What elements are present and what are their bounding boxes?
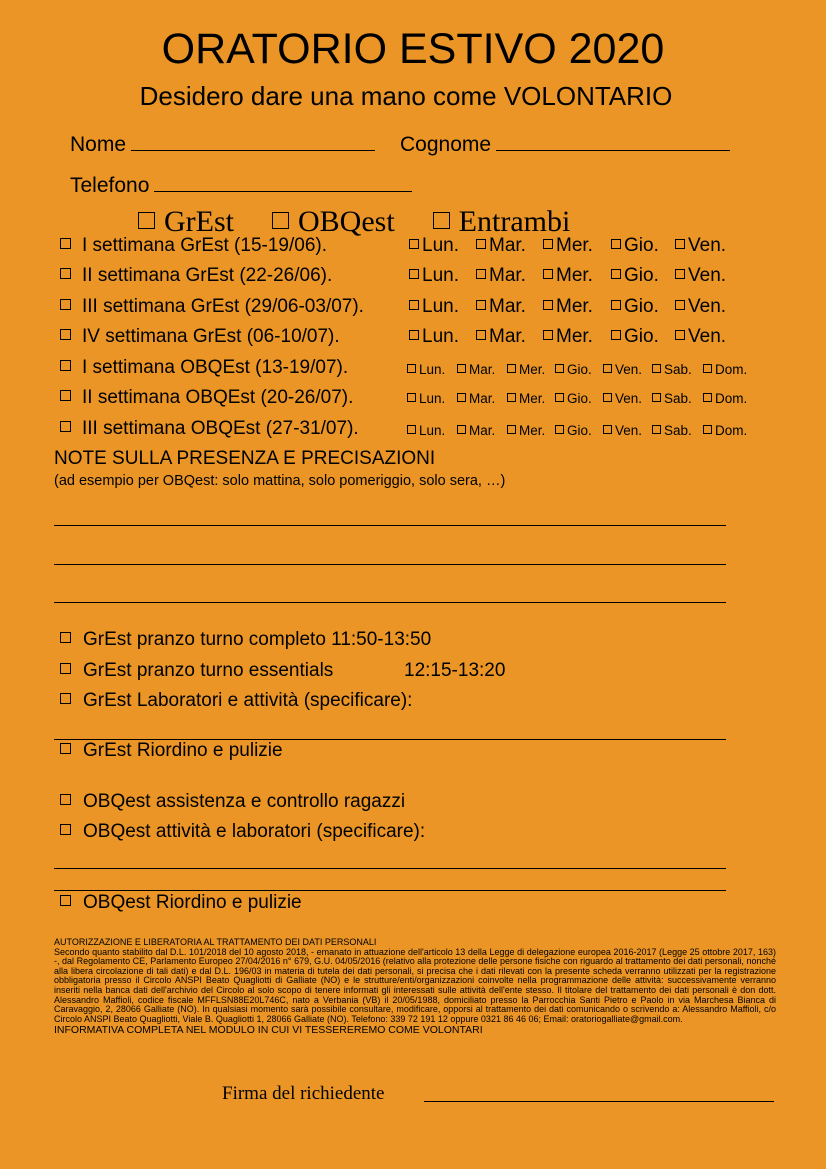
day-checkbox-grest[interactable]: Ven. [675,295,726,319]
day-checkbox-obqest[interactable]: Mer. [507,421,545,441]
day-checkbox-grest[interactable]: Ven. [675,264,726,288]
week-grest-4[interactable]: IV settimana GrEst (06-10/07). [60,325,340,349]
nome-field[interactable] [70,130,375,158]
checkbox-icon[interactable] [433,212,450,229]
activity-grest-laboratori[interactable]: GrEst Laboratori e attività (specificare): [60,689,412,713]
notes-line[interactable] [54,602,726,603]
checkbox-icon[interactable] [60,794,71,805]
activity-grest-pranzo-essentials-time: 12:15-13:20 [404,660,506,681]
checkbox-icon[interactable] [407,425,416,434]
day-checkbox-obqest[interactable]: Gio. [555,360,592,380]
day-checkbox-obqest[interactable]: Ven. [603,389,642,409]
signature-line[interactable] [424,1101,774,1102]
checkbox-icon[interactable] [603,393,612,402]
checkbox-icon[interactable] [555,393,564,402]
checkbox-icon[interactable] [60,299,71,310]
checkbox-icon[interactable] [60,390,71,401]
checkbox-icon[interactable] [409,239,419,249]
checkbox-icon[interactable] [543,300,553,310]
obq-attivita-line[interactable] [54,868,726,869]
checkbox-icon[interactable] [611,269,621,279]
day-checkbox-obqest[interactable]: Mer. [507,360,545,380]
day-checkbox-obqest[interactable]: Mar. [457,389,495,409]
day-checkbox-grest[interactable]: Gio. [611,234,659,258]
checkbox-icon[interactable] [60,693,71,704]
telefono-label: Telefono [70,174,150,197]
privacy-notice [54,938,776,1036]
program-option-grest[interactable]: GrEst [138,204,234,240]
checkbox-icon[interactable] [138,212,155,229]
checkbox-icon[interactable] [675,300,685,310]
privacy-footer: INFORMATIVA COMPLETA NEL MODULO IN CUI VI TESSEREREMO COME VOLONTARI [54,1024,483,1037]
page-subtitle: Desidero dare una mano come VOLONTARIO [139,81,673,111]
day-checkbox-grest[interactable]: Mar. [476,325,526,349]
day-checkbox-grest[interactable]: Mar. [476,264,526,288]
week-grest-2[interactable]: II settimana GrEst (22-26/06). [60,264,332,288]
checkbox-icon[interactable] [60,743,71,754]
cognome-field[interactable] [400,130,730,158]
day-checkbox-grest[interactable]: Mar. [476,234,526,258]
notes-title: NOTE SULLA PRESENZA E PRECISAZIONI [54,448,436,469]
day-checkbox-obqest[interactable]: Lun. [407,389,445,409]
checkbox-icon[interactable] [652,425,661,434]
checkbox-icon[interactable] [272,212,289,229]
checkbox-icon[interactable] [507,425,516,434]
checkbox-icon[interactable] [675,330,685,340]
day-checkbox-grest[interactable]: Lun. [409,234,459,258]
day-checkbox-grest[interactable]: Gio. [611,325,659,349]
week-obqest-3[interactable]: III settimana OBQEst (27-31/07). [60,417,359,441]
checkbox-icon[interactable] [611,330,621,340]
checkbox-icon[interactable] [543,239,553,249]
day-checkbox-obqest[interactable]: Sab. [652,389,692,409]
activity-grest-pranzo-essentials[interactable]: GrEst pranzo turno essentials [60,659,333,683]
day-checkbox-grest[interactable]: Mer. [543,234,593,258]
checkbox-icon[interactable] [543,269,553,279]
checkbox-icon[interactable] [652,393,661,402]
checkbox-icon[interactable] [60,632,71,643]
checkbox-icon[interactable] [60,238,71,249]
activity-obq-riordino[interactable]: OBQest Riordino e pulizie [60,891,302,915]
program-option-obqest[interactable]: OBQest [272,204,395,240]
checkbox-icon[interactable] [611,239,621,249]
checkbox-icon[interactable] [507,364,516,373]
week-obqest-1[interactable]: I settimana OBQEst (13-19/07). [60,356,348,380]
day-checkbox-grest[interactable]: Mar. [476,295,526,319]
telefono-input-line[interactable] [154,171,412,192]
checkbox-icon[interactable] [555,364,564,373]
nome-label: Nome [70,133,127,156]
day-checkbox-grest[interactable]: Ven. [675,234,726,258]
day-checkbox-obqest[interactable]: Lun. [407,421,445,441]
cognome-input-line[interactable] [496,130,730,151]
checkbox-icon[interactable] [60,895,71,906]
activity-obq-attivita[interactable]: OBQest attività e laboratori (specificare): [60,820,425,844]
day-checkbox-grest[interactable]: Lun. [409,264,459,288]
checkbox-icon[interactable] [675,239,685,249]
day-checkbox-grest[interactable]: Mer. [543,325,593,349]
checkbox-icon[interactable] [611,300,621,310]
notes-hint: (ad esempio per OBQest: solo mattina, solo pomeriggio, solo sera, …) [54,473,506,489]
checkbox-icon[interactable] [457,425,466,434]
day-checkbox-obqest[interactable]: Sab. [652,360,692,380]
checkbox-icon[interactable] [543,330,553,340]
checkbox-icon[interactable] [703,393,712,402]
notes-line[interactable] [54,564,726,565]
day-checkbox-obqest[interactable]: Mar. [457,360,495,380]
signature-label: Firma del richiedente [222,1083,385,1104]
checkbox-icon[interactable] [476,269,486,279]
checkbox-icon[interactable] [60,663,71,674]
checkbox-icon[interactable] [652,364,661,373]
nome-input-line[interactable] [131,130,375,151]
checkbox-icon[interactable] [60,268,71,279]
day-checkbox-obqest[interactable]: Ven. [603,360,642,380]
checkbox-icon[interactable] [457,393,466,402]
week-grest-1[interactable]: I settimana GrEst (15-19/06). [60,234,327,258]
day-checkbox-obqest[interactable]: Mer. [507,389,545,409]
checkbox-icon[interactable] [407,393,416,402]
day-checkbox-grest[interactable]: Lun. [409,295,459,319]
day-checkbox-grest[interactable]: Mer. [543,295,593,319]
checkbox-icon[interactable] [457,364,466,373]
privacy-body: Secondo quanto stabilito dal D.L. 101/2018 del 10 agosto 2018, - emanato in attuazione dell'articolo 13 della Legge di delegazione europea 2016-2017 (Legge 25 ottobre 2017, 163) -, dal Regolamento CE, Parlamento Europeo 27/04/2016 n° 679, G.U. 04/05/2016 (relativo alla protezione delle persone fisiche con riguardo al trattamento dei dati personali, nonché alla libera circolazione di tali dati) e dal D.L. 196/03 in materia di tutela dei dati personali, si precisa che i dati rilevati con la presente scheda verranno utilizzati per la registrazione obbligatoria presso il Circolo ANSPI Beato Quagliotti di Galliate (NO) e le strutture/enti/organizzazioni coinvolte nella programmazione delle attività: successivamente verranno inseriti nella banca dati dell'archivio del Circolo al solo scopo di tenere informati gli interessati sulle attività dell'ente stesso. Il titolare del trattamento dei dati personali è don dott. Alessandro Maffioli, codice fiscale MFFLSN88E20L746C, nato a Verbania (VB) il 20/05/1988, domiciliato presso la Parrocchia Santi Pietro e Paolo in via Marchesa Bianca di Caravaggio, 2, 28066 Galliate (NO). In qualsiasi momento sarà possibile consultare, modificare, opporsi al trattamento dei dati comunicando o scrivendo a: Alessandro Maffioli, c/o Circolo ANSPI Beato Quagliotti, Viale B. Quagliotti 1, 28066 Galliate (NO). Telefono: 339 72 191 12 oppure 0321 86 46 06; Email: oratoriogalliate@gmail.com. [54,946,776,1024]
telefono-field[interactable] [70,171,412,199]
day-checkbox-obqest[interactable]: Gio. [555,389,592,409]
checkbox-icon[interactable] [675,269,685,279]
checkbox-icon[interactable] [555,425,564,434]
activity-obq-assistenza[interactable]: OBQest assistenza e controllo ragazzi [60,790,405,814]
week-grest-3[interactable]: III settimana GrEst (29/06-03/07). [60,295,364,319]
checkbox-icon[interactable] [60,824,71,835]
program-option-entrambi[interactable]: Entrambi [433,204,571,240]
checkbox-icon[interactable] [476,239,486,249]
checkbox-icon[interactable] [407,364,416,373]
day-checkbox-obqest[interactable]: Lun. [407,360,445,380]
activity-grest-riordino[interactable]: GrEst Riordino e pulizie [60,739,283,763]
checkbox-icon[interactable] [60,360,71,371]
day-checkbox-obqest[interactable]: Mar. [457,421,495,441]
week-obqest-2[interactable]: II settimana OBQEst (20-26/07). [60,386,353,410]
checkbox-icon[interactable] [409,300,419,310]
activity-grest-pranzo-completo[interactable]: GrEst pranzo turno completo 11:50-13:50 [60,628,431,652]
checkbox-icon[interactable] [703,425,712,434]
checkbox-icon[interactable] [703,364,712,373]
day-checkbox-obqest[interactable]: Dom. [703,421,747,441]
day-checkbox-grest[interactable]: Gio. [611,264,659,288]
day-checkbox-obqest[interactable]: Gio. [555,421,592,441]
page-title: ORATORIO ESTIVO 2020 [161,25,665,73]
privacy-heading: AUTORIZZAZIONE E LIBERATORIA AL TRATTAMENTO DEI DATI PERSONALI [54,937,377,947]
checkbox-icon[interactable] [476,330,486,340]
day-checkbox-grest[interactable]: Lun. [409,325,459,349]
day-checkbox-obqest[interactable]: Ven. [603,421,642,441]
checkbox-icon[interactable] [603,364,612,373]
checkbox-icon[interactable] [409,269,419,279]
day-checkbox-grest[interactable]: Mer. [543,264,593,288]
notes-line[interactable] [54,525,726,526]
day-checkbox-obqest[interactable]: Dom. [703,360,747,380]
day-checkbox-grest[interactable]: Gio. [611,295,659,319]
checkbox-icon[interactable] [60,421,71,432]
day-checkbox-obqest[interactable]: Dom. [703,389,747,409]
day-checkbox-obqest[interactable]: Sab. [652,421,692,441]
checkbox-icon[interactable] [507,393,516,402]
checkbox-icon[interactable] [476,300,486,310]
day-checkbox-grest[interactable]: Ven. [675,325,726,349]
checkbox-icon[interactable] [60,329,71,340]
checkbox-icon[interactable] [409,330,419,340]
checkbox-icon[interactable] [603,425,612,434]
cognome-label: Cognome [400,133,492,156]
